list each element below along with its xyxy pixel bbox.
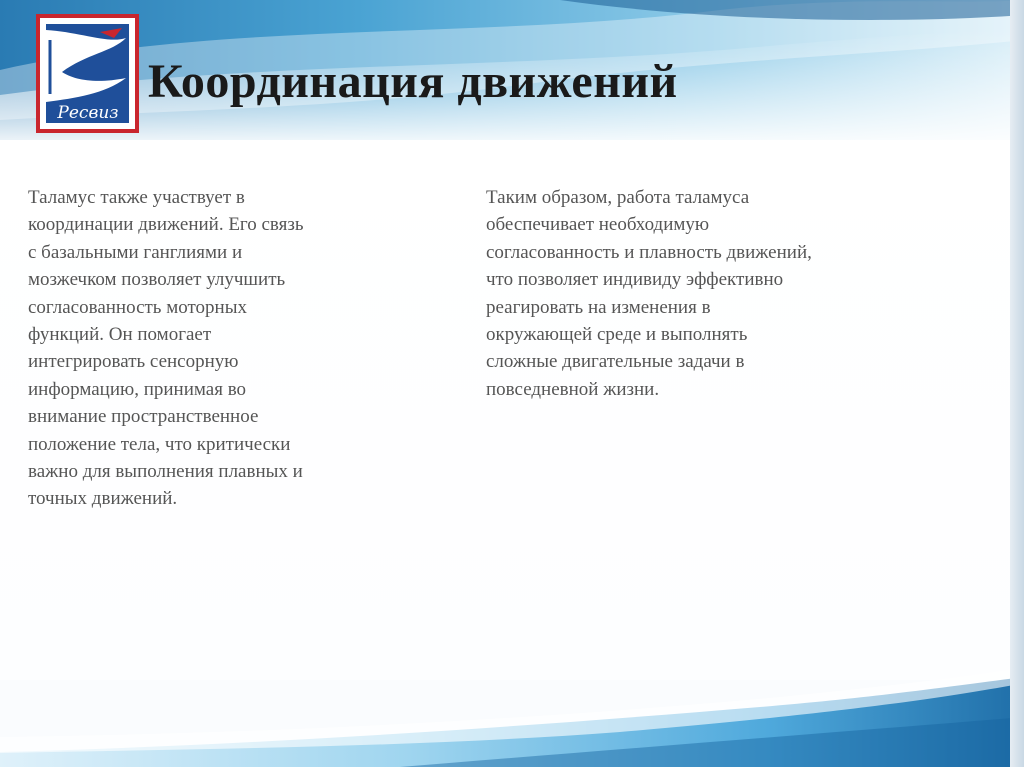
text-line: повседневной жизни. — [486, 378, 660, 400]
bottom-decorative-band — [0, 637, 1024, 767]
logo — [36, 14, 139, 133]
text-line: положение тела, что критически — [28, 433, 291, 455]
text-column-right — [486, 184, 886, 403]
text-line: внимание пространственное — [28, 406, 259, 428]
text-line: Таким образом, работа таламуса — [486, 187, 750, 208]
text-line: мозжечком позволяет улучшить — [28, 269, 286, 291]
right-edge-shadow — [1010, 0, 1024, 767]
text-line: сложные двигательные задачи в — [486, 351, 745, 373]
text-line: что позволяет индивиду эффективно — [486, 269, 784, 291]
text-line: согласованность моторных — [28, 296, 247, 318]
text-line: интегрировать сенсорную — [28, 351, 239, 373]
logo-emblem — [40, 18, 135, 129]
text-line: важно для выполнения плавных и — [28, 461, 303, 483]
text-line: Таламус также участвует в — [28, 187, 245, 208]
text-line: обеспечивает необходимую — [486, 214, 710, 236]
text-line: окружающей среде и выполнять — [486, 324, 748, 346]
text-line: точных движений. — [28, 488, 178, 510]
text-line: реагировать на изменения в — [486, 296, 711, 318]
logo-text: Pесвиз — [57, 103, 119, 123]
text-column-left — [28, 184, 373, 513]
text-line: координации движений. Его связь — [28, 214, 304, 236]
text-line: согласованность и плавность движений, — [486, 241, 812, 263]
text-line: информацию, принимая во — [28, 378, 247, 400]
text-line: функций. Он помогает — [28, 324, 212, 346]
text-line: с базальными ганглиями и — [28, 241, 243, 263]
slide-title: Координация движений — [148, 55, 678, 108]
